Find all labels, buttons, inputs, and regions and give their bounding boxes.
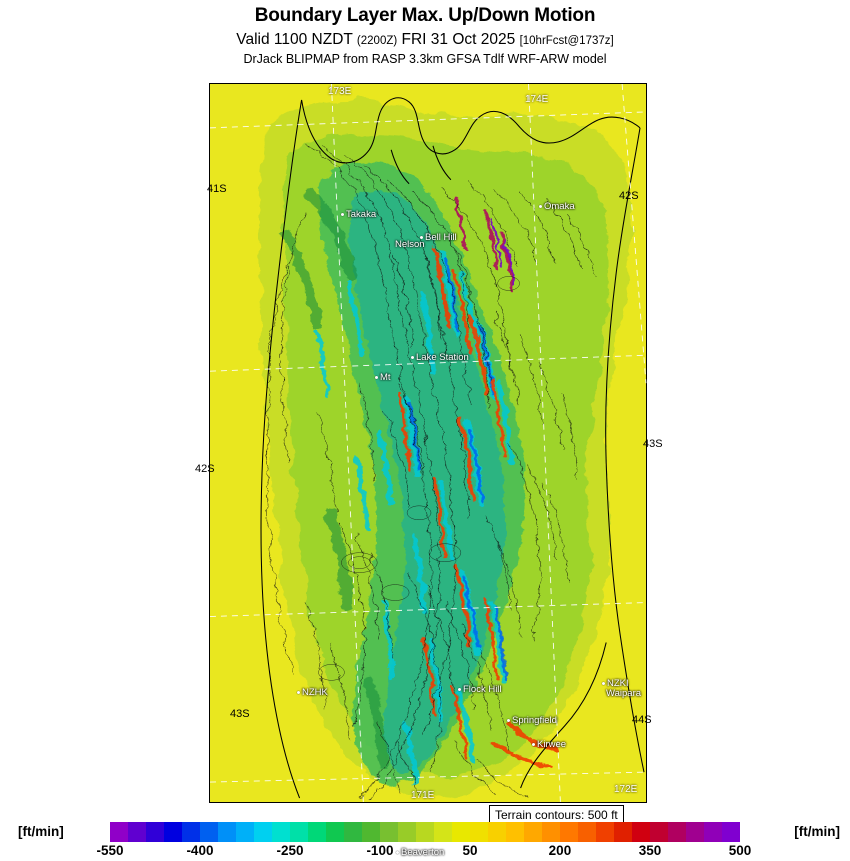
map-place-label: Kirwee [532, 739, 566, 750]
valid-time-line [0, 31, 850, 49]
colorbar-swatch-3 [164, 822, 182, 842]
colorbar-swatch-31 [668, 822, 686, 842]
valid-date: FRI 31 Oct 2025 [401, 31, 516, 48]
colorbar-tick-label: 500 [728, 843, 752, 858]
colorbar-swatch-12 [326, 822, 344, 842]
colorbar-swatch-20 [470, 822, 488, 842]
graticule-label-lat: 43S [643, 438, 663, 450]
colorbar-swatch-6 [218, 822, 236, 842]
colorbar-swatch-18 [434, 822, 452, 842]
map-place-label: Bell Hill [420, 232, 457, 243]
colorbar-swatch-9 [272, 822, 290, 842]
graticule-label-lat: 44S [632, 714, 652, 726]
colorbar-swatch-26 [578, 822, 596, 842]
colorbar-tick-label: -400 [186, 843, 214, 858]
colorbar-swatch-16 [398, 822, 416, 842]
colorbar-swatch-21 [488, 822, 506, 842]
graticule-label-lon: 174E [525, 94, 549, 105]
colorbar-swatch-14 [362, 822, 380, 842]
colorbar-ticks [96, 843, 752, 861]
colorbar-swatch-19 [452, 822, 470, 842]
colorbar-unit-left: [ft/min] [18, 824, 64, 839]
colorbar-swatch-23 [524, 822, 542, 842]
colorbar-swatch-10 [290, 822, 308, 842]
colorbar-swatch-24 [542, 822, 560, 842]
colorbar-swatch-15 [380, 822, 398, 842]
model-description: DrJack BLIPMAP from RASP 3.3km GFSA Tdlf WRF-ARW model [243, 52, 607, 66]
colorbar [0, 822, 850, 860]
map-place-label: Waipara [606, 688, 642, 699]
graticule-label-lon: 171E [411, 790, 435, 801]
colorbar-swatch-5 [200, 822, 218, 842]
colorbar-tick-label: 200 [548, 843, 572, 858]
colorbar-gradient [110, 822, 740, 842]
graticule-label-lat: 41S [207, 183, 227, 195]
colorbar-swatch-25 [560, 822, 578, 842]
page-title: Boundary Layer Max. Up/Down Motion [254, 5, 596, 26]
colorbar-swatch-0 [110, 822, 128, 842]
map-place-label: Springfield [507, 715, 557, 726]
graticule-label-lon: 172E [614, 784, 638, 795]
graticule-label-lat: 42S [619, 190, 639, 202]
colorbar-tick-label: 50 [462, 843, 478, 858]
valid-time-utc: (2200Z) [356, 35, 398, 47]
map-place-label: Mt [375, 372, 391, 383]
map-place-label: Flock Hill [458, 684, 502, 695]
colorbar-tick-label: -100 [366, 843, 394, 858]
colorbar-tick-label: 350 [638, 843, 662, 858]
colorbar-tick-label: -250 [276, 843, 304, 858]
colorbar-swatch-29 [632, 822, 650, 842]
colorbar-swatch-28 [614, 822, 632, 842]
colorbar-tick-label: -550 [96, 843, 124, 858]
colorbar-swatch-4 [182, 822, 200, 842]
colorbar-unit-right: [ft/min] [794, 824, 840, 839]
colorbar-swatch-30 [650, 822, 668, 842]
colorbar-swatch-1 [128, 822, 146, 842]
colorbar-swatch-33 [704, 822, 722, 842]
map-place-label: Takaka [341, 209, 376, 220]
colorbar-swatch-11 [308, 822, 326, 842]
colorbar-swatch-32 [686, 822, 704, 842]
colorbar-swatch-8 [254, 822, 272, 842]
map-place-label: NZHK [297, 687, 328, 698]
weather-raster [210, 84, 646, 802]
forecast-tag: [10hrFcst@1737z] [519, 35, 614, 47]
colorbar-swatch-13 [344, 822, 362, 842]
colorbar-swatch-34 [722, 822, 740, 842]
colorbar-swatch-7 [236, 822, 254, 842]
header [0, 0, 850, 66]
graticule-label-lat: 42S [195, 463, 215, 475]
graticule-label-lat: 43S [230, 708, 250, 720]
colorbar-swatch-2 [146, 822, 164, 842]
colorbar-swatch-22 [506, 822, 524, 842]
colorbar-swatch-27 [596, 822, 614, 842]
graticule-label-lon: 173E [328, 86, 352, 97]
map-place-label: NZKI [602, 678, 629, 689]
colorbar-swatch-17 [416, 822, 434, 842]
terrain-contour-note: Terrain contours: 500 ft [489, 805, 624, 826]
map-place-label: Lake Station [411, 352, 469, 363]
map-place-label: Beaverton [396, 847, 444, 858]
map-place-label: Omaka [539, 201, 575, 212]
map-place-label: Nelson [395, 239, 425, 250]
valid-time-prefix: Valid 1100 NZDT [236, 31, 353, 48]
